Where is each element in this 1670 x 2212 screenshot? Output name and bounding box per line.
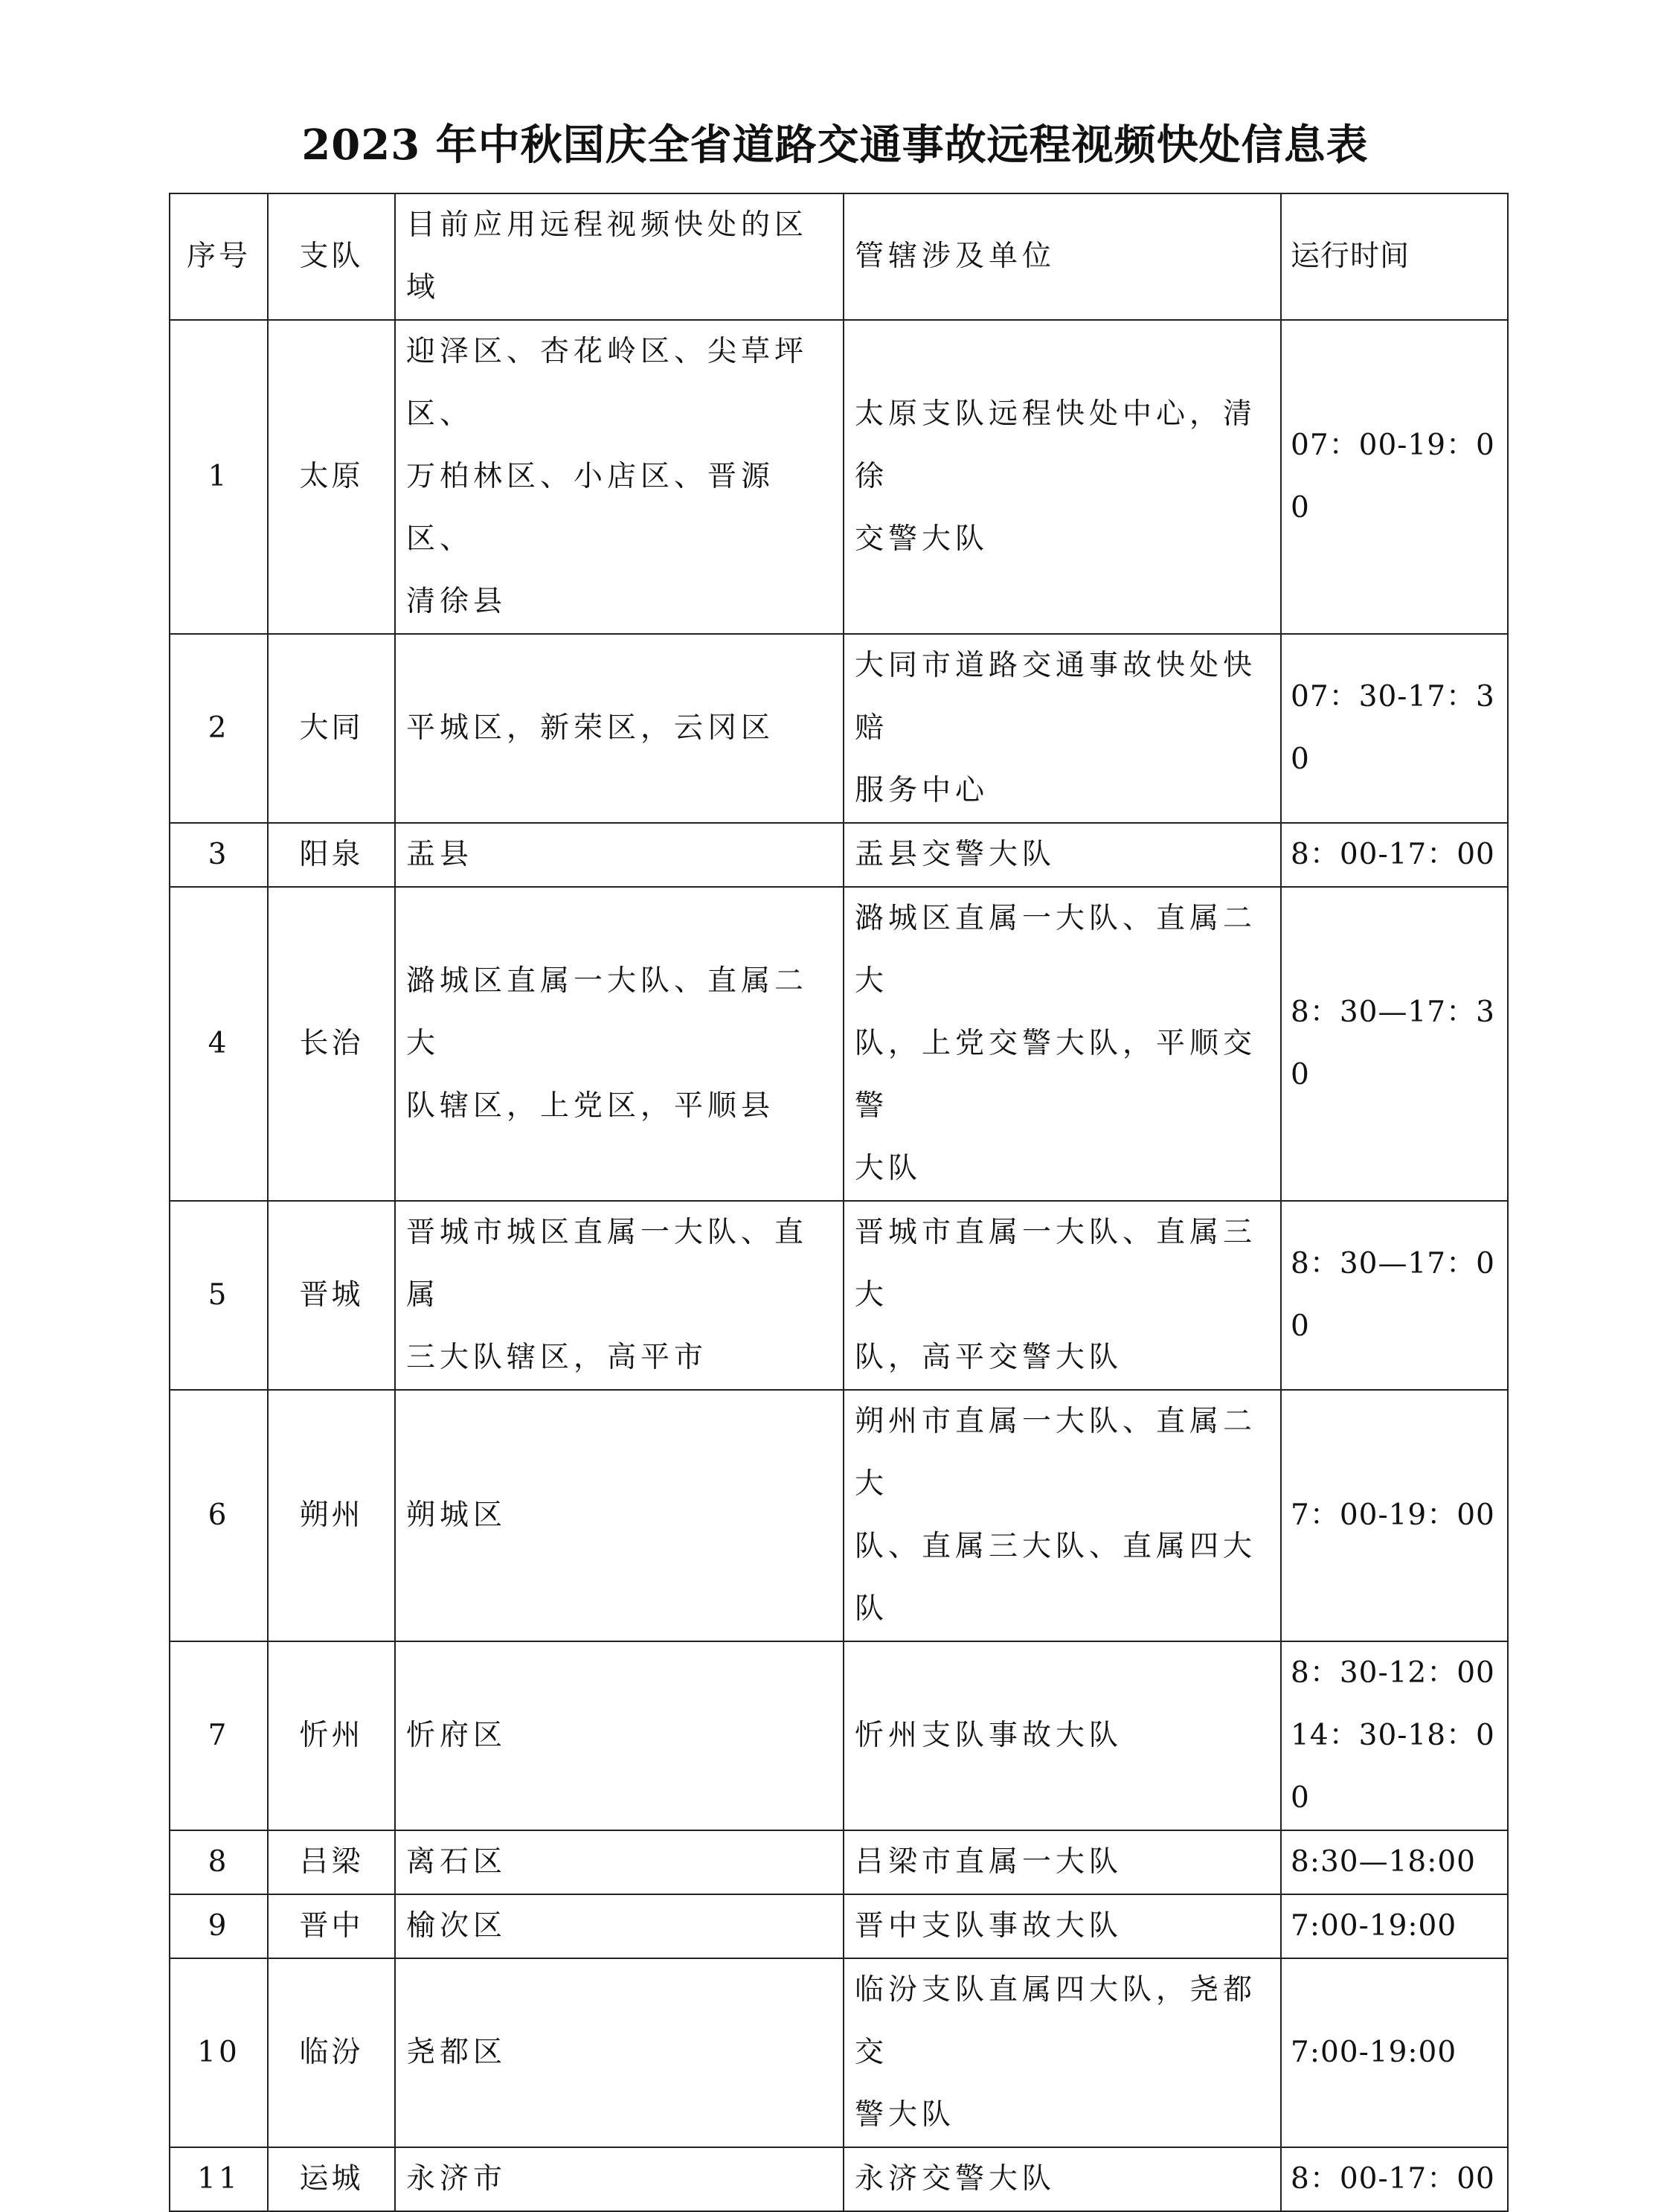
cell-office	[844, 2147, 1281, 2211]
cell-office	[844, 1958, 1281, 2147]
cell-office	[844, 1390, 1281, 1641]
table-header-row	[170, 193, 1508, 320]
cell-office	[844, 320, 1281, 634]
cell-area-line: 平城区，新荣区，云冈区	[406, 711, 775, 745]
cell-area-line: 离石区	[406, 1845, 507, 1879]
cell-area	[395, 1830, 844, 1894]
cell-office-line: 临汾支队直属四大队，尧都交	[855, 1973, 1257, 2069]
cell-office	[844, 823, 1281, 887]
cell-no: 5	[170, 1201, 268, 1390]
cell-area	[395, 887, 844, 1201]
header-office: 管辖涉及单位	[844, 193, 1281, 320]
table-row	[170, 823, 1508, 887]
cell-area	[395, 1958, 844, 2147]
cell-office-line: 服务中心	[855, 774, 989, 807]
cell-area-line: 迎泽区、杏花岭区、尖草坪区、	[406, 335, 809, 431]
cell-no: 7	[170, 1641, 268, 1830]
cell-area-line: 盂县	[406, 838, 474, 871]
cell-area-line: 万柏林区、小店区、晋源区、	[406, 460, 775, 556]
cell-office-line: 交警大队	[855, 522, 989, 556]
cell-unit: 朔州	[268, 1390, 395, 1641]
cell-office	[844, 634, 1281, 823]
cell-area	[395, 634, 844, 823]
cell-area	[395, 2147, 844, 2211]
cell-unit: 临汾	[268, 1958, 395, 2147]
cell-office-line: 吕梁市直属一大队	[855, 1845, 1123, 1879]
cell-office-line: 朔州市直属一大队、直属二大	[855, 1405, 1257, 1501]
table-row	[170, 1641, 1508, 1830]
cell-office	[844, 1830, 1281, 1894]
cell-no: 8	[170, 1830, 268, 1894]
cell-no: 10	[170, 1958, 268, 2147]
cell-time	[1281, 1201, 1508, 1390]
cell-time-line: 14：30-18：00	[1291, 1719, 1495, 1815]
cell-unit: 阳泉	[268, 823, 395, 887]
cell-unit: 大同	[268, 634, 395, 823]
table-row	[170, 1830, 1508, 1894]
cell-time	[1281, 320, 1508, 634]
cell-no: 11	[170, 2147, 268, 2211]
table-row	[170, 1390, 1508, 1641]
cell-no: 4	[170, 887, 268, 1201]
table-row	[170, 634, 1508, 823]
cell-office	[844, 1641, 1281, 1830]
cell-time	[1281, 634, 1508, 823]
cell-unit: 晋中	[268, 1894, 395, 1958]
document-title: 2023 年中秋国庆全省道路交通事故远程视频快处信息表	[301, 121, 1369, 170]
cell-office-line: 大同市道路交通事故快处快赔	[855, 649, 1257, 745]
cell-area-line: 榆次区	[406, 1909, 507, 1943]
cell-unit: 吕梁	[268, 1830, 395, 1894]
cell-office-line: 队，上党交警大队，平顺交警	[855, 1027, 1257, 1123]
cell-time-line: 8:30—18:00	[1291, 1845, 1476, 1879]
cell-unit: 太原	[268, 320, 395, 634]
header-time: 运行时间	[1281, 193, 1508, 320]
cell-area-line: 永济市	[406, 2162, 507, 2196]
cell-office-line: 晋中支队事故大队	[855, 1909, 1123, 1943]
cell-office-line: 永济交警大队	[855, 2162, 1056, 2196]
cell-time	[1281, 823, 1508, 887]
cell-office-line: 队、直属三大队、直属四大队	[855, 1530, 1257, 1626]
cell-office-line: 潞城区直属一大队、直属二大	[855, 902, 1257, 998]
header-unit: 支队	[268, 193, 395, 320]
cell-time-line: 8：30—17：00	[1291, 1247, 1495, 1343]
cell-office-line: 忻州支队事故大队	[855, 1719, 1123, 1752]
cell-area	[395, 1894, 844, 1958]
cell-area-line: 尧都区	[406, 2036, 507, 2069]
cell-office-line: 盂县交警大队	[855, 838, 1056, 871]
cell-time	[1281, 2147, 1508, 2211]
cell-time-line: 8：30—17：30	[1291, 996, 1495, 1091]
cell-unit: 晋城	[268, 1201, 395, 1390]
cell-no: 2	[170, 634, 268, 823]
cell-time-line: 7:00-19:00	[1291, 1909, 1457, 1943]
cell-time-line: 7：00-19：00	[1291, 1498, 1495, 1532]
header-area: 目前应用远程视频快处的区域	[395, 193, 844, 320]
cell-area	[395, 1390, 844, 1641]
cell-no: 1	[170, 320, 268, 634]
cell-no: 9	[170, 1894, 268, 1958]
cell-unit: 忻州	[268, 1641, 395, 1830]
cell-office-line: 警大队	[855, 2098, 956, 2132]
cell-time-line: 7:00-19:00	[1291, 2036, 1457, 2069]
cell-office-line: 晋城市直属一大队、直属三大	[855, 1216, 1257, 1312]
cell-area-line: 朔城区	[406, 1498, 507, 1532]
table-row	[170, 320, 1508, 634]
table-row	[170, 887, 1508, 1201]
header-no: 序号	[170, 193, 268, 320]
table-row	[170, 1958, 1508, 2147]
cell-time	[1281, 887, 1508, 1201]
cell-unit: 长治	[268, 887, 395, 1201]
cell-time-line: 8：00-17：00	[1291, 838, 1495, 871]
cell-time-line: 8：00-17：00	[1291, 2162, 1495, 2196]
cell-office	[844, 887, 1281, 1201]
cell-time	[1281, 1390, 1508, 1641]
table-body	[170, 320, 1508, 2211]
table-row	[170, 2147, 1508, 2211]
cell-office-line: 队，高平交警大队	[855, 1341, 1123, 1374]
cell-area-line: 潞城区直属一大队、直属二大	[406, 964, 809, 1060]
cell-no: 3	[170, 823, 268, 887]
cell-area	[395, 1201, 844, 1390]
cell-time-line: 07：30-17：30	[1291, 680, 1495, 776]
cell-area	[395, 1641, 844, 1830]
cell-area	[395, 823, 844, 887]
cell-area-line: 清徐县	[406, 585, 507, 618]
cell-time	[1281, 1958, 1508, 2147]
cell-time	[1281, 1830, 1508, 1894]
cell-office-line: 大队	[855, 1152, 922, 1185]
cell-area-line: 忻府区	[406, 1719, 507, 1752]
cell-office	[844, 1201, 1281, 1390]
cell-area-line: 晋城市城区直属一大队、直属	[406, 1216, 809, 1312]
cell-no: 6	[170, 1390, 268, 1641]
cell-time	[1281, 1641, 1508, 1830]
table-row	[170, 1894, 1508, 1958]
cell-area-line: 队辖区，上党区，平顺县	[406, 1089, 775, 1123]
cell-time-line: 07：00-19：00	[1291, 429, 1495, 525]
cell-office-line: 太原支队远程快处中心，清徐	[855, 397, 1257, 493]
cell-area-line: 三大队辖区，高平市	[406, 1341, 708, 1374]
cell-time	[1281, 1894, 1508, 1958]
info-table	[169, 193, 1509, 2212]
table-row	[170, 1201, 1508, 1390]
cell-office	[844, 1894, 1281, 1958]
cell-unit: 运城	[268, 2147, 395, 2211]
cell-time-line: 8：30-12：00	[1291, 1656, 1495, 1690]
cell-area	[395, 320, 844, 634]
